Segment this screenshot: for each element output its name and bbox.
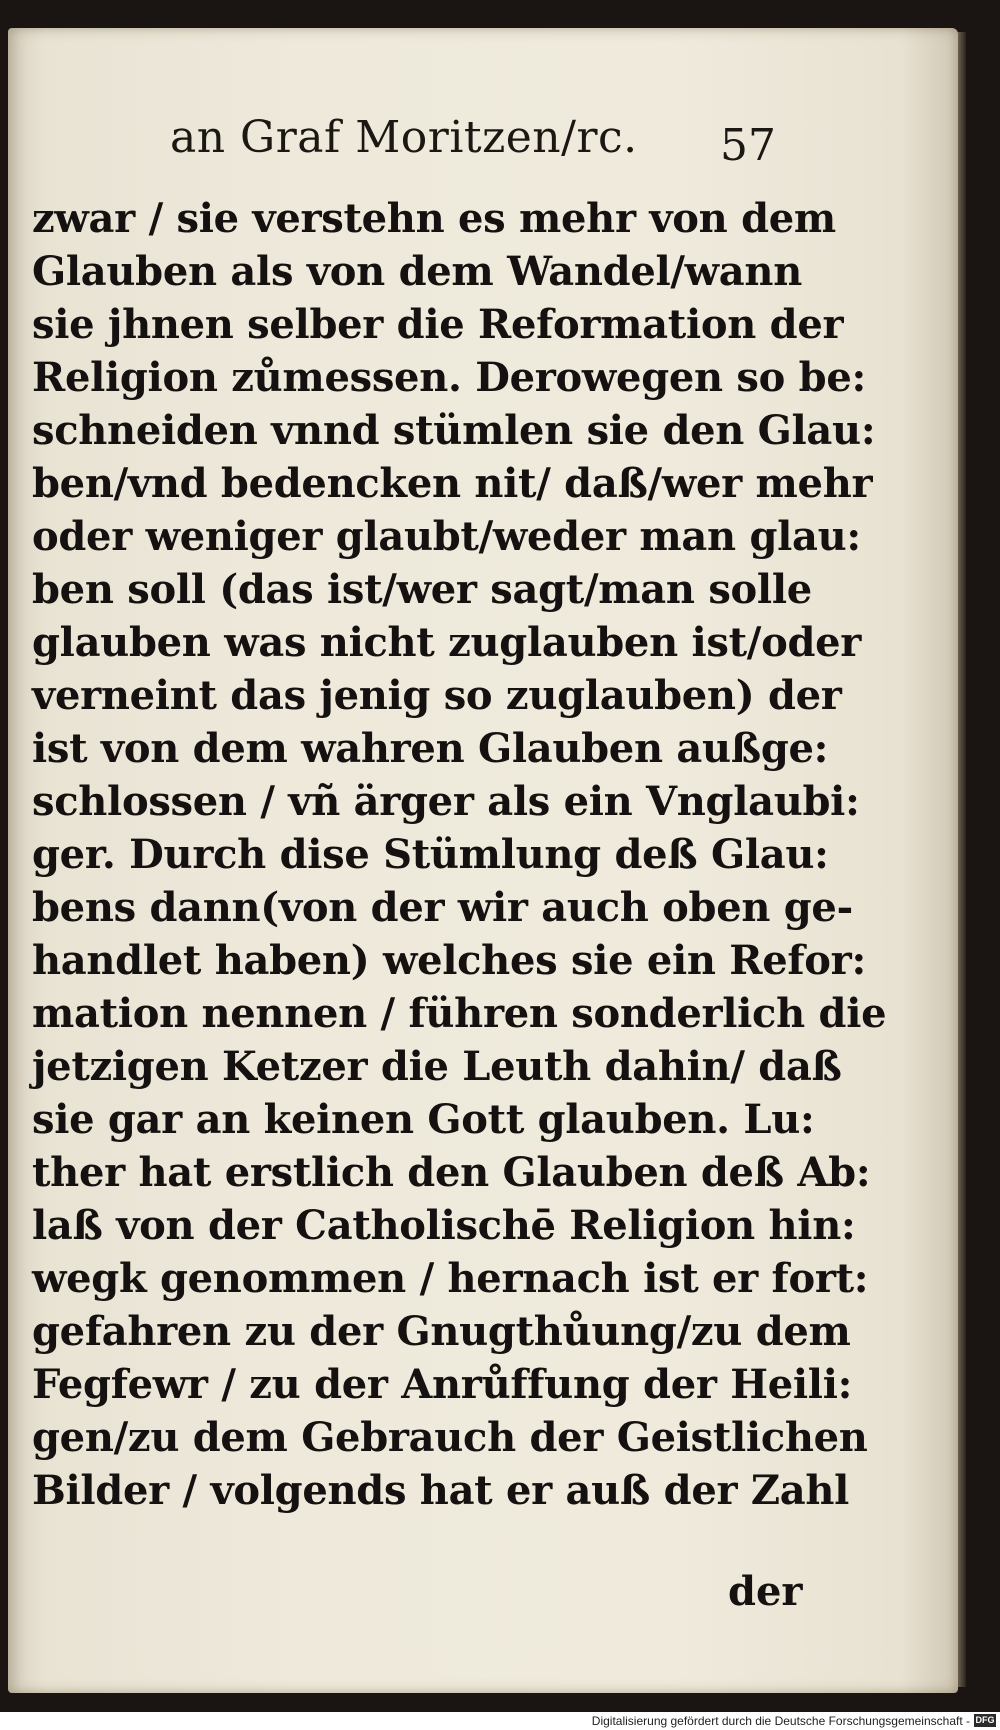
body-text (32, 192, 887, 1517)
catchword: der (728, 1568, 803, 1615)
text-line: ger. Durch dise Stümlung deß Glau: (32, 831, 829, 878)
text-line: Bilder / volgends hat er auß der Zahl (32, 1467, 850, 1514)
text-line: gefahren zu der Gnugthůung/zu dem (32, 1308, 851, 1355)
dfg-logo-icon: DFG (975, 1715, 995, 1725)
text-line: ther hat erstlich den Glauben deß Ab: (32, 1149, 871, 1196)
page-edge-shadow (958, 32, 966, 1687)
text-line: oder weniger glaubt/weder man glau: (32, 513, 861, 560)
text-line: handlet haben) welches sie ein Refor: (32, 937, 866, 984)
text-line: ben soll (das ist/wer sagt/man solle (32, 566, 812, 613)
text-line: ben/vnd bedencken nit/ daß/wer mehr (32, 460, 873, 507)
text-line: Fegfewr / zu der Anrůffung der Heili: (32, 1361, 853, 1408)
running-head: an Graf Moritzen/rc. (170, 112, 638, 163)
text-line: verneint das jenig so zuglauben) der (32, 672, 842, 719)
text-line: schlossen / vñ ärger als ein Vnglaubi: (32, 778, 860, 825)
text-line: zwar / sie verstehn es mehr von dem (32, 195, 836, 242)
text-line: laß von der Catholischē Religion hin: (32, 1202, 856, 1249)
text-line: mation nennen / führen sonderlich die (32, 990, 887, 1037)
text-line: Glauben als von dem Wandel/wann (32, 248, 802, 295)
funding-credit: Digitalisierung gefördert durch die Deutsche Forschungsgemeinschaft - (591, 1714, 970, 1728)
text-line: bens dann(von der wir auch oben ge- (32, 884, 853, 931)
text-line: wegk genommen / hernach ist er fort: (32, 1255, 869, 1302)
text-line: schneiden vnnd stümlen sie den Glau: (32, 407, 876, 454)
text-line: gen/zu dem Gebrauch der Geistlichen (32, 1414, 868, 1461)
text-line: jetzigen Ketzer die Leuth dahin/ daß (32, 1043, 842, 1090)
page-number: 57 (720, 120, 776, 171)
text-line: ist von dem wahren Glauben außge: (32, 725, 829, 772)
text-line: Religion zůmessen. Derowegen so be: (32, 354, 866, 401)
text-line: glauben was nicht zuglauben ist/oder (32, 619, 862, 666)
text-line: sie gar an keinen Gott glauben. Lu: (32, 1096, 815, 1143)
text-line: sie jhnen selber die Reformation der (32, 301, 844, 348)
